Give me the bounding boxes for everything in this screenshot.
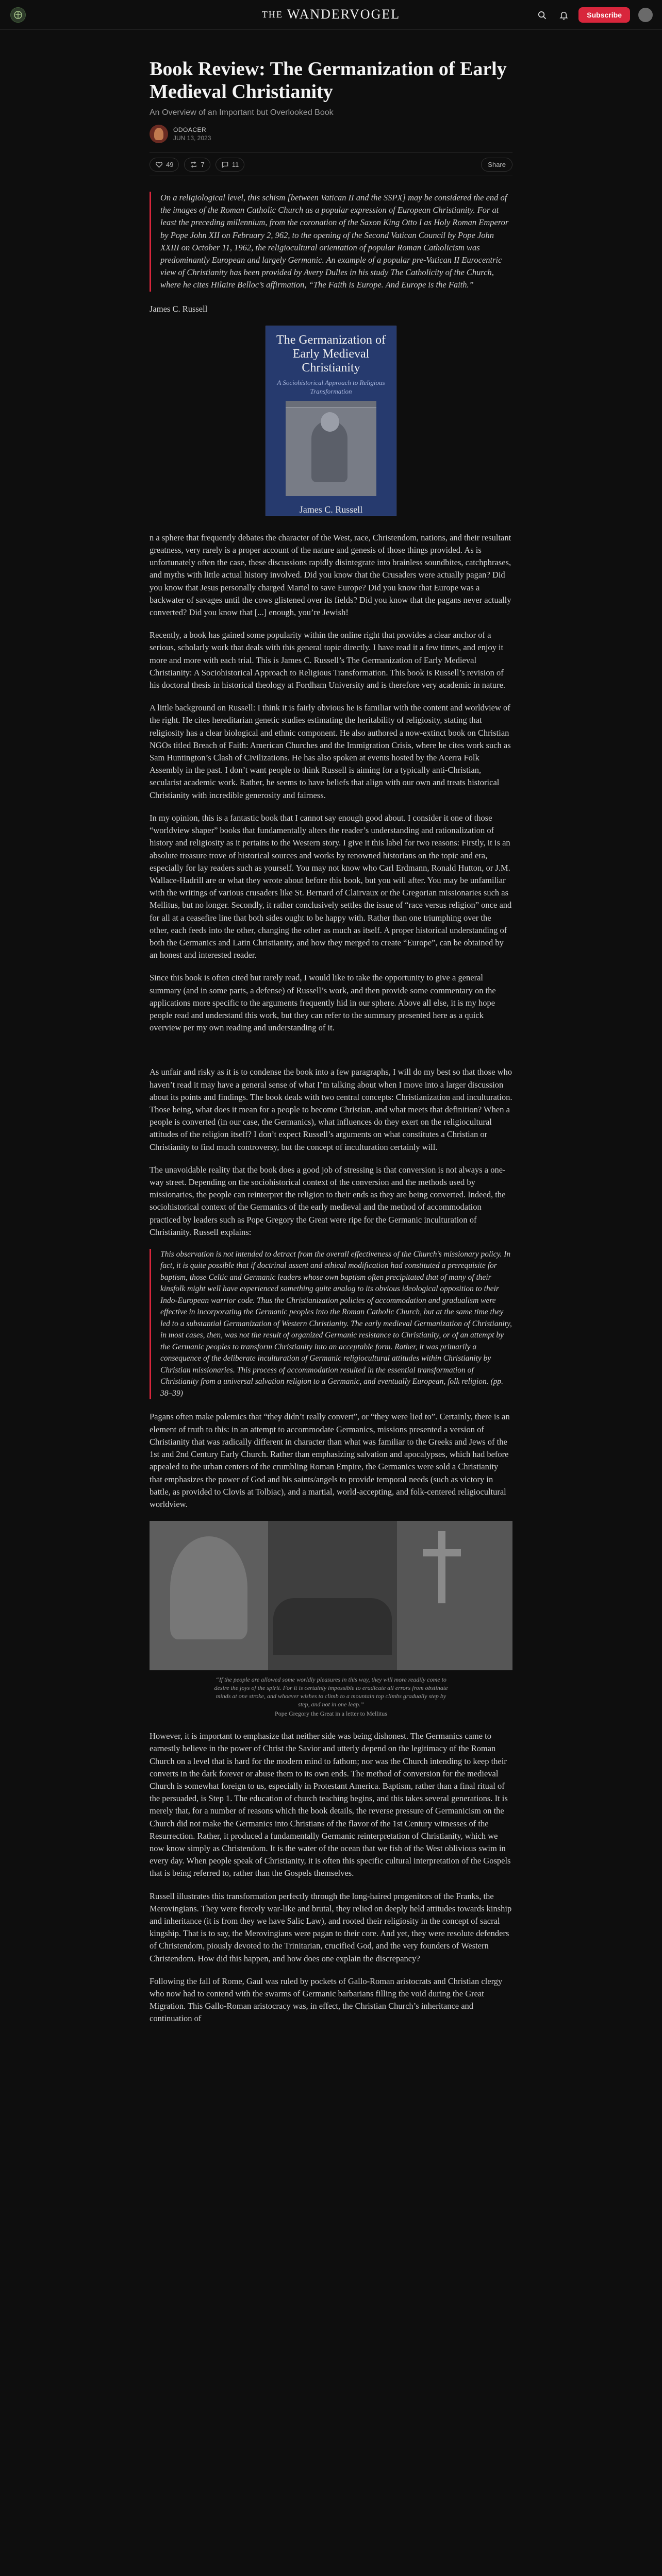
restack-count: 7	[201, 160, 205, 168]
share-button[interactable]: Share	[481, 158, 512, 172]
article	[150, 58, 512, 2036]
paragraph: Pagans often make polemics that “they didn’t really convert”, or “they were lied to”. Certainly, there is an element of truth to this: in an attempt to accommodate Germanics, missions presented a version of Christianity that was radically different in character than what was familiar to the Greeks and Jews of the 1st and 2nd Century Early Church. Rather than emphasizing salvation and apocalypses, which had before appealed to the urban centers of the crumbling Roman Empire, the Germanics were sold a Christianity that emphasizes the power of God and his saints/angels to provide temporal needs (such as victory in battle, as provided to Clovis at Tolbiac), and a martial, world-accepting, and folk-centered religiocultural worldview.	[150, 1412, 510, 1509]
like-count: 49	[166, 160, 174, 168]
post-title: Book Review: The Germanization of Early Medieval Christianity	[150, 58, 507, 103]
author-avatar[interactable]	[150, 125, 168, 143]
paragraph: A little background on Russell: I think it is fairly obvious he is familiar with the content and worldview of the right. He cites hereditarian genetic studies estimating the heritability of religiosity, stating that religiosity has a clear biological and ethnic component. He also authored a now-extinct book on Christian NGOs titled Breach of Faith: American Churches and the Immigration Crisis, where he cites work such as Sam Huntington’s Clash of Civilizations. He has also spoken at events hosted by the Acerra Folk Assembly in the past. I don’t want people to think Russell is aiming for a typically anti-Christian, secularist academic work. Rather, he seems to have beliefs that align with our own and treats historical Christianity with incredible generosity and fairness.	[150, 703, 511, 800]
epigraph-quote	[150, 192, 512, 292]
user-avatar[interactable]	[638, 8, 653, 22]
paragraph: n a sphere that frequently debates the character of the West, race, Christendom, nations, and their resultant greatness, very rarely is a proper account of the nature and genesis of those things provided. As is unfortunately often the case, these discussions rapidly disintegrate into brainless soundbites, catchphrases, and myths with little actual history involved. Did you know that the Crusaders were actually pagan? Did you know that Jesus personally charged Martel to save Europe? Did you know that Europe was a backwater of savages until the cows glistened over its fields? Did you know that the pagans never actually converted? Did you know that [...] enough, you’re Jewish!	[150, 532, 511, 618]
paragraph: Russell illustrates this transformation perfectly through the long-haired progenitors of the Franks, the Merovingians. They were fiercely war-like and brutal, they relied on deeply held attitudes towards kinship and inheritance (it is from they we have Salic Law), and rooted their religiosity in the concept of sacral kingship. That is to say, the Merovingians were pagan to their core. And yet, they were resolute defenders of Christendom, piously devoted to the Trinitarian, crucified God, and the very founders of Western Christendom. How did this happen, and how does one explain the discrepancy?	[150, 1891, 512, 1963]
caption-attribution: Pope Gregory the Great in a letter to Mellitus	[275, 1710, 387, 1718]
cover-artwork	[286, 401, 376, 496]
book-quote-text: This observation is not intended to detract from the overall effectiveness of the Church’s missionary policy. In fact, it is quite possible that if doctrinal assent and ethical modification had constituted a prerequisite for baptism, those Celtic and Germanic leaders whose own baptism often precipitated that of many of their kinsfolk might well have experienced something quite analog to its obvious ideological opposition to their Indo-European warrior code. Thus the Christianization policies of accommodation and gradualism were effective in incorporating the Germanic peoples into the Roman Catholic Church, but at the same time they led to a substantial Germanization of Western Christianity. The early medieval Germanization of Christianity, in most cases, then, was not the result of organized Germanic resistance to Christianity, or of an attempt by the Germanic peoples to transform Christianity into an acceptable form. Rather, it was primarily a consequence of the deliberate inculturation of Germanic religiocultural attitudes within Christianity by Christian missionaries. This process of accommodation resulted in the essential transformation of Christianity from a universal salvation religion to a Germanic, and eventually European, folk religion. (pp. 38–39)	[160, 1249, 512, 1398]
paragraph: Following the fall of Rome, Gaul was ruled by pockets of Gallo-Roman aristocrats and Christian clergy who now had to contend with the swarms of Germanic barbarians filling the void during the Great Migration. This Gallo-Roman aristocracy was, in effect, the Christian Church’s inheritance and continuation of	[150, 1976, 503, 2024]
cover-title: The Germanization of Early Medieval Christianity	[276, 333, 386, 375]
book-quote	[150, 1249, 512, 1400]
comment-icon	[221, 161, 229, 168]
restack-button[interactable]	[184, 158, 210, 172]
cover-author: James C. Russell	[299, 504, 363, 515]
comment-count: 11	[231, 160, 239, 168]
caption-quote: “If the people are allowed some worldly pleasures in this way, they will more readily come to desire the joys of the spirit. For it is certainly impossible to eradicate all errors from obstinate minds at one stroke, and whoever wishes to climb to a mountain top climbs gradually step by step, and not in one leap.”	[214, 1676, 448, 1708]
illustration-image[interactable]	[150, 1521, 512, 1670]
heart-icon	[155, 161, 163, 168]
post-subtitle: An Overview of an Important but Overlooked Book	[150, 108, 334, 117]
post-date: JUN 13, 2023	[173, 134, 211, 142]
epigraph-text: On a religiological level, this schism [between Vatican II and the SSPX] may be considered the end of the images of the Roman Catholic Church as a popular expression of European Christianity. For at least the preceding millennium, from the coronation of the Saxon King Otto I as Holy Roman Emperor by Pope John XII on February 2, 962, to the opening of the Second Vatican Council by Pope John XXIII on October 11, 1962, the religiocultural orientation of popular Roman Catholicism was predominantly European and largely Germanic. An example of a popular pre-Vatican II Eurocentric view of Christianity has been provided by Avery Dulles in his study The Catholicity of the Church, where he cites Hilaire Belloc’s affirmation, “The Faith is Europe. And Europe is the Faith.”	[160, 193, 509, 290]
cover-subtitle: A Sociohistorical Approach to Religious Transformation	[277, 378, 385, 395]
brand-prefix: THE	[261, 9, 283, 20]
search-icon[interactable]	[535, 8, 549, 22]
restack-icon	[190, 161, 197, 168]
top-navigation-bar	[0, 0, 662, 30]
paragraph: However, it is important to emphasize that neither side was being dishonest. The Germanics came to earnestly believe in the power of Christ the Savior and utterly depend on the legitimacy of the Roman Church on a level that is hard for the modern mind to fathom; nor was the Church intending to keep their converts in the dark forever or abuse them to its own ends. The method of conversion for the medieval Church is somewhat foreign to us, especially in Protestant America. Baptism, rather than a final ritual of the persuaded, is Step 1. The education of church teaching begins, and this takes several generations. It is merely that, for a number of reasons which the book details, the reverse pressure of Germanicism on the Church did not make the Germanics into Christians of the flavor of the 1st Century witnesses of the Resurrection. Rather, it produced a fundamentally Germanic reinterpretation of Christianity, which we now know simply as Christendom. It is the water of the ocean that we fish of the West oblivious swim in every day. When people speak of Christianity, it is often this specific cultural interpretation of the Gospels that is being referred to, rather than the Gospels themselves.	[150, 1731, 511, 1878]
comment-button[interactable]	[216, 158, 245, 172]
bell-icon[interactable]	[557, 8, 570, 22]
paragraph: Since this book is often cited but rarely read, I would like to take the opportunity to give a general summary (and in some parts, a defense) of Russell’s work, and then provide some commentary on the applications more specific to the arguments frequently hid in our sphere. Above all else, it is my hope people read and understand this work, but they can refer to the summary presented here as a quick overview per my own reading and understanding of it.	[150, 973, 496, 1033]
post-actions-bar	[150, 152, 512, 176]
paragraph: The unavoidable reality that the book does a good job of stressing is that conversion is not always a one-way street. Depending on the sociohistorical context of the conversion and the methods used by missionaries, the people can reinterpret the religion to their ends as they are being converted. Indeed, the sociohistorical context of the Germanics of the early medieval and the method of accommodation practiced by leaders such as Pope Gregory the Great were ripe for the Germanic inculturation of Christianity. Russell explains:	[150, 1164, 506, 1237]
author-name[interactable]: ODOACER	[173, 126, 207, 133]
paragraph: In my opinion, this is a fantastic book that I cannot say enough good about. I consider it one of those “worldview shaper” books that fundamentally alters the reader’s understanding and rationalization of history and religiosity as it pertains to the Western story. I give it this label for two reasons: Firstly, it is an absolute treasure trove of historical sources and works by renowned historians on the topic and era, especially for lay readers such as yourself. You may not know who Carl Erdmann, Ronald Hutton, or J.M. Wallace-Hadrill are or what they wrote about before this book, but you will after. You may be unfamiliar with the writings of various crusaders like St. Bernard of Clairvaux or the Gregorian missionaries such as Mellitus, but no longer. Secondly, it rather conclusively settles the issue of “race versus religion” once and for all at a ceasefire line that both sides ought to be happy with. Rather than one triumphing over the other, each feeds into the other, changing the other as much as itself. A proper historical understanding of both the Germanics and Latin Christianity, and how they merged to create “Europe”, can be obtained by an honest and interested reader.	[150, 812, 512, 960]
paragraph: As unfair and risky as it is to condense the book into a few paragraphs, I will do my best so that those who haven’t read it may have a general sense of what I’m talking about when I move into a larger discussion about its points and findings. The book deals with two central concepts: Christianization and inculturation. Those being, what does it mean for a people to become Christian, and what meets that definition? When a people is converted (in our case, the Germanics), what influences do they exert on the religiocultural attitudes of the religion itself? I don’t expect Russell’s arguments on what constitutes a Christian or Christianity to find much controversy, but the concept of inculturation certainly will.	[150, 1067, 512, 1152]
paragraph: Recently, a book has gained some popularity within the online right that provides a clear anchor of a serious, scholarly work that deals with this general topic directly. I have read it a few times, and enjoy it more and more with each trial. This is James C. Russell’s The Germanization of Early Medieval Christianity: A Sociohistorical Approach to Religious Transformation. This book is Russell’s revision of his doctoral thesis in historical theology at Fordham University and is therefore very academic in nature.	[150, 630, 506, 690]
book-cover-image[interactable]	[266, 326, 396, 516]
figure-caption	[150, 1675, 512, 1718]
illustration-figure	[150, 1521, 512, 1718]
like-button[interactable]	[150, 158, 179, 172]
subscribe-button[interactable]: Subscribe	[578, 7, 630, 23]
brand-main: WANDERVOGEL	[287, 7, 401, 22]
byline	[150, 125, 512, 143]
post-body	[150, 192, 512, 2025]
section-divider	[150, 1044, 512, 1066]
epigraph-attribution: James C. Russell	[150, 303, 208, 314]
